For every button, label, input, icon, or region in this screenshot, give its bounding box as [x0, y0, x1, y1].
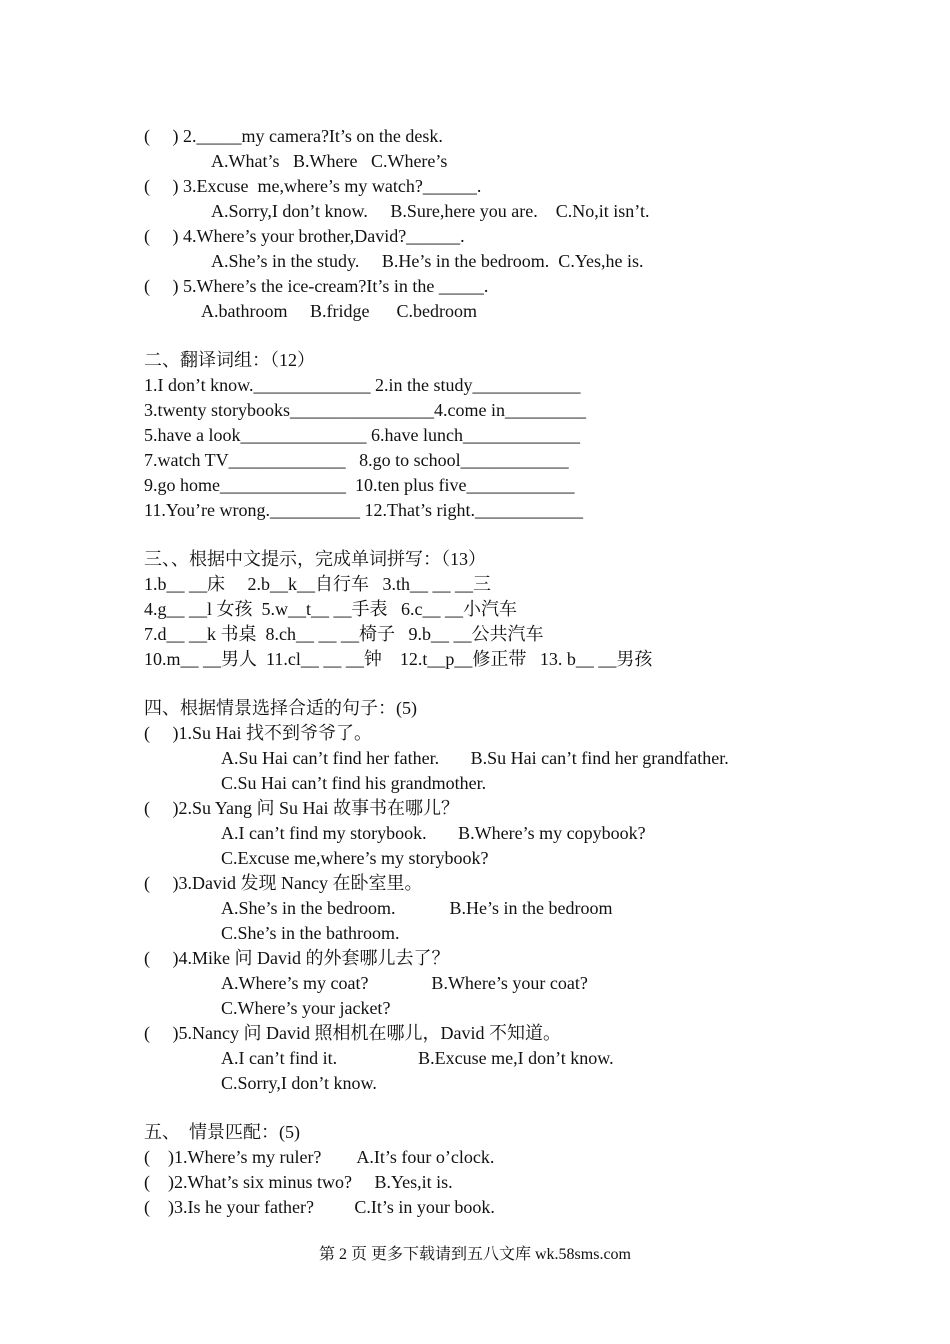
situation-question-5-options-ab: A.I can’t find it. B.Excuse me,I don’t know.	[221, 1048, 614, 1068]
page-footer: 第 2 页 更多下载请到五八文库 wk.58sms.com	[318, 1246, 631, 1263]
question-4-options: A.She’s in the study. B.He’s in the bedroom. C.Yes,he is.	[211, 251, 644, 271]
situation-question-3-options-ab: A.She’s in the bedroom. B.He’s in the bedroom	[221, 898, 613, 918]
situation-question-1: ( )1.Su Hai 找不到爷爷了。	[144, 723, 372, 743]
situation-question-2-option-c: C.Excuse me,where’s my storybook?	[221, 848, 489, 868]
spelling-row: 1.b__ __床 2.b__k__自行车 3.th__ __ __三	[144, 574, 492, 594]
matching-row: ( )3.Is he your father? C.It’s in your book.	[144, 1197, 495, 1217]
question-2-options: A.What’s B.Where C.Where’s	[211, 151, 448, 171]
question-4: ( ) 4.Where’s your brother,David?______.	[144, 226, 465, 246]
matching-row: ( )2.What’s six minus two? B.Yes,it is.	[144, 1172, 453, 1192]
question-5-options: A.bathroom B.fridge C.bedroom	[201, 301, 477, 321]
spelling-row: 4.g__ __l 女孩 5.w__t__ __手表 6.c__ __小汽车	[144, 599, 517, 619]
translate-row: 7.watch TV_____________ 8.go to school____________	[144, 450, 569, 470]
question-5: ( ) 5.Where’s the ice-cream?It’s in the _____.	[144, 276, 489, 296]
situation-question-1-options-ab: A.Su Hai can’t find her father. B.Su Hai can’t find her grandfather.	[221, 748, 729, 768]
situation-question-1-option-c: C.Su Hai can’t find his grandmother.	[221, 773, 487, 793]
situation-question-4: ( )4.Mike 问 David 的外套哪儿去了？	[144, 948, 450, 968]
translate-row: 11.You’re wrong.__________ 12.That’s right.____________	[144, 500, 583, 520]
section-5-heading: 五、 情景匹配：(5)	[144, 1122, 300, 1142]
section-4-heading: 四、根据情景选择合适的句子：(5)	[144, 698, 417, 718]
situation-question-4-option-c: C.Where’s your jacket?	[221, 998, 391, 1018]
situation-question-4-options-ab: A.Where’s my coat? B.Where’s your coat?	[221, 973, 588, 993]
question-3-options: A.Sorry,I don’t know. B.Sure,here you are. C.No,it isn’t.	[211, 201, 650, 221]
situation-question-5-option-c: C.Sorry,I don’t know.	[221, 1073, 377, 1093]
question-2: ( ) 2._____my camera?It’s on the desk.	[144, 126, 443, 146]
situation-question-3-option-c: C.She’s in the bathroom.	[221, 923, 400, 943]
spelling-row: 7.d__ __k 书桌 8.ch__ __ __椅子 9.b__ __公共汽车	[144, 624, 544, 644]
translate-row: 9.go home______________ 10.ten plus five____________	[144, 475, 575, 495]
translate-row: 5.have a look______________ 6.have lunch_____________	[144, 425, 580, 445]
situation-question-5: ( )5.Nancy 问 David 照相机在哪儿，David 不知道。	[144, 1023, 561, 1043]
situation-question-3: ( )3.David 发现 Nancy 在卧室里。	[144, 873, 423, 893]
section-3-heading: 三、、根据中文提示，完成单词拼写：（13）	[144, 549, 486, 569]
translate-row: 3.twenty storybooks________________4.come in_________	[144, 400, 586, 420]
question-3: ( ) 3.Excuse me,where’s my watch?______.	[144, 176, 482, 196]
matching-row: ( )1.Where’s my ruler? A.It’s four o’clock.	[144, 1147, 495, 1167]
translate-row: 1.I don’t know._____________ 2.in the study____________	[144, 375, 581, 395]
situation-question-2: ( )2.Su Yang 问 Su Hai 故事书在哪儿？	[144, 798, 460, 818]
section-2-heading: 二、翻译词组：（12）	[144, 350, 315, 370]
spelling-row: 10.m__ __男人 11.cl__ __ __钟 12.t__p__修正带 13. b__ __男孩	[144, 649, 653, 669]
situation-question-2-options-ab: A.I can’t find my storybook. B.Where’s my copybook?	[221, 823, 646, 843]
